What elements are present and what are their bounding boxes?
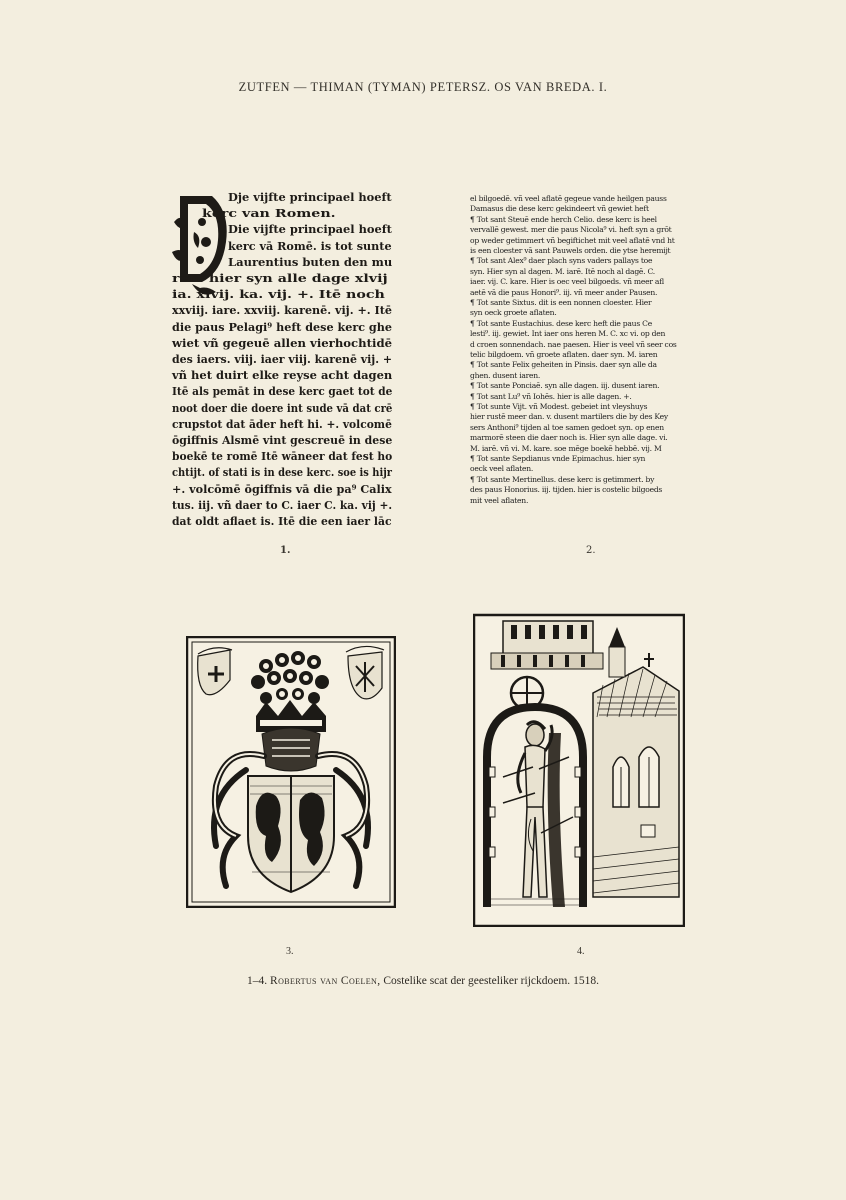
plate-2-text-line: iaer. vij. C. kare. Hier is oec veel bilgoeds. vñ meer afl bbox=[470, 277, 664, 287]
plate-2-text-line: lesti⁹. iij. gewiet. Int iaer ons heren M. C. xc vi. op den bbox=[470, 329, 666, 339]
plate-2-text-line: ¶ Tot sante Sepdianus vnde Epimachus. hier syn bbox=[470, 454, 646, 463]
plate-2-text-line: el bilgoedē. vñ veel aflatē gegeue vande heilgen pauss bbox=[470, 194, 667, 203]
plate-2-text-line: aetē vā die paus Honori⁹. iij. vñ meer ander Pausen. bbox=[470, 287, 658, 297]
plate-2-text-line: ¶ Tot sant Lu⁹ vñ Iohēs. hier is alle dagen. +. bbox=[470, 391, 632, 401]
plate-2-text-line: hier rustē meer dan. v. dusent martilers die by des Key bbox=[470, 412, 668, 422]
plate-1-text-line: die paus Pelagi⁹ heft dese kerc ghe bbox=[172, 319, 392, 334]
plate-2-text-line: ¶ Tot sant Steuē ende herch Celio. dese kerc is heel bbox=[470, 214, 657, 224]
plate-1-text-line: chtijt. of stati is in dese kerc. soe is hijr bbox=[172, 465, 392, 480]
plate-2-text-line: ¶ Tot sant Alex⁹ daer plach syns vaders pallays toe bbox=[470, 256, 653, 266]
plate-1-text-line: Die vijfte principael hoeft bbox=[228, 222, 392, 237]
caption-year: 1518. bbox=[573, 975, 599, 987]
plate-2-text-line: des paus Honorius. iij. tijden. hier is costelic bilgoeds bbox=[470, 485, 663, 495]
plate-1-text-line: wiet vñ gegeuē allen vierhochtidē bbox=[172, 335, 393, 350]
woodcut-4-number: 4. bbox=[577, 946, 585, 957]
plate-1-text-line: tus. iij. vñ daer to C. iaer C. ka. vij +. bbox=[172, 497, 393, 512]
plate-2-text-block bbox=[470, 194, 688, 556]
caption-title: Costelike scat der geesteliker rijckdoem. bbox=[383, 975, 571, 987]
plate-2-text-line: marmorē steen die daer noch is. Hier syn alle dage. vi. bbox=[470, 433, 668, 443]
plate-1-text-line: noot doer die doere int sude vā dat crē bbox=[172, 400, 393, 415]
plate-2-text-line: telic bilgdoem. vñ groete aflaten. daer syn. M. iaren bbox=[470, 350, 658, 359]
plate-1-text-line: boekē te romē Itē wāneer dat fest ho bbox=[172, 449, 393, 464]
plate-2-text-line: mit veel aflaten. bbox=[470, 495, 529, 505]
plate-1-text-line: kerc vā Romē. is tot sunte bbox=[228, 238, 392, 253]
plate-2-text-line: is een cloester vā sant Pauwels orden. die ytse heremijt bbox=[470, 246, 671, 255]
plate-2-text-line: d croen sonnendach. nae paesen. Hier is veel vñ seer cos bbox=[470, 339, 677, 349]
plate-1-text-block bbox=[172, 190, 394, 556]
plate-2-text-line: ¶ Tot sante Ponciaē. syn alle dagen. iij. dusent iaren. bbox=[470, 381, 660, 391]
plate-1-text-line: Itē als pemāt in dese kerc gaet tot de bbox=[172, 384, 393, 399]
coat-of-arms-woodcut-icon bbox=[186, 636, 396, 908]
plate-2-text-line: ¶ Tot sante Sixtus. dit is een nonnen cloester. Hier bbox=[470, 298, 652, 307]
plate-2-text-line: op weder getimmert vñ begiftichet mit veel aflatē vnd ht bbox=[470, 235, 675, 245]
woodcut-3-number: 3. bbox=[286, 946, 294, 957]
plate-1-text-line: ōgiffnis Alsmē vint gescreuē in dese bbox=[172, 433, 393, 447]
caption-range: 1–4. bbox=[247, 975, 268, 987]
plate-2-text-line: ghen. dusent iaren. bbox=[470, 370, 541, 380]
plate-1-text-line: des iaers. viij. iaer viij. karenē vij. + bbox=[172, 352, 393, 366]
plate-1-text-line: ren. hier syn alle dage xlvij bbox=[172, 271, 388, 285]
plate-2-text-line: ¶ Tot sante Mertinellus. dese kerc is getimmert. by bbox=[470, 474, 655, 484]
plate-1-text-line: Dje vijfte principael hoeft bbox=[228, 190, 392, 204]
plate-2-text-line: ¶ Tot sunte Vijt. vñ Modest. gebeiet int vleyshuys bbox=[470, 402, 648, 411]
plate-2-text-line: sers Anthoni⁹ tijden al toe samen gedoet syn. op enen bbox=[470, 422, 664, 432]
plate-2-text-line: syn. Hier syn al dagen. M. iarē. Itē noch al dagē. C. bbox=[470, 266, 655, 276]
plate-2-text-line: M. iarē. vñ vi. M. kare. soe mēge boekē hebbē. vij. M bbox=[470, 443, 662, 453]
plate-1-number: 1. bbox=[280, 545, 291, 556]
plate-1-text-line: dat oldt aflaet is. Itē die een iaer lāc bbox=[172, 514, 392, 528]
plate-2-text-line: ¶ Tot sante Eustachius. dese kerc heft die paus Ce bbox=[470, 318, 652, 328]
plate-2-number: 2. bbox=[586, 545, 596, 556]
saint-sebastian-woodcut-icon bbox=[473, 607, 685, 927]
plate-1-text-line: Laurentius buten den mu bbox=[228, 254, 393, 269]
running-head: ZUTFEN — THIMAN (TYMAN) PETERSZ. OS VAN BREDA. I. bbox=[238, 80, 608, 94]
plate-1-text-line: ia. xlvij. ka. vij. +. Itē noch bbox=[172, 287, 385, 302]
plate-2-text-line: vervallē gewest. mer die paus Nicola⁹ vi. heft syn a grōt bbox=[470, 225, 672, 235]
plate-2-text-line: oeck veel aflaten. bbox=[470, 464, 534, 474]
plate-2-text-line: Damasus die dese kerc gekindeert vñ gewiet heft bbox=[470, 204, 649, 214]
plate-1-text-line: +. volcōmē ōgiffnis vā die pa⁹ Calix bbox=[172, 481, 392, 496]
plate-1-text-line: kerc van Romen. bbox=[202, 206, 336, 221]
plate-1-text-line: xxviij. iare. xxviij. karenē. vij. +. Itē bbox=[172, 303, 392, 318]
plate-2-text-line: ¶ Tot sante Felix geheiten in Pinsis. daer syn alle da bbox=[470, 360, 657, 370]
plate-1-text-line: crupstot dat āder heft hi. +. volcomē bbox=[172, 416, 392, 431]
plate-2-text-line: syn oeck groete aflaten. bbox=[470, 308, 557, 318]
caption-author: Robertus van Coelen, bbox=[270, 975, 381, 987]
figure-caption bbox=[0, 975, 846, 987]
plate-1-text-line: vñ het duirt elke reyse acht dagen bbox=[172, 368, 393, 383]
